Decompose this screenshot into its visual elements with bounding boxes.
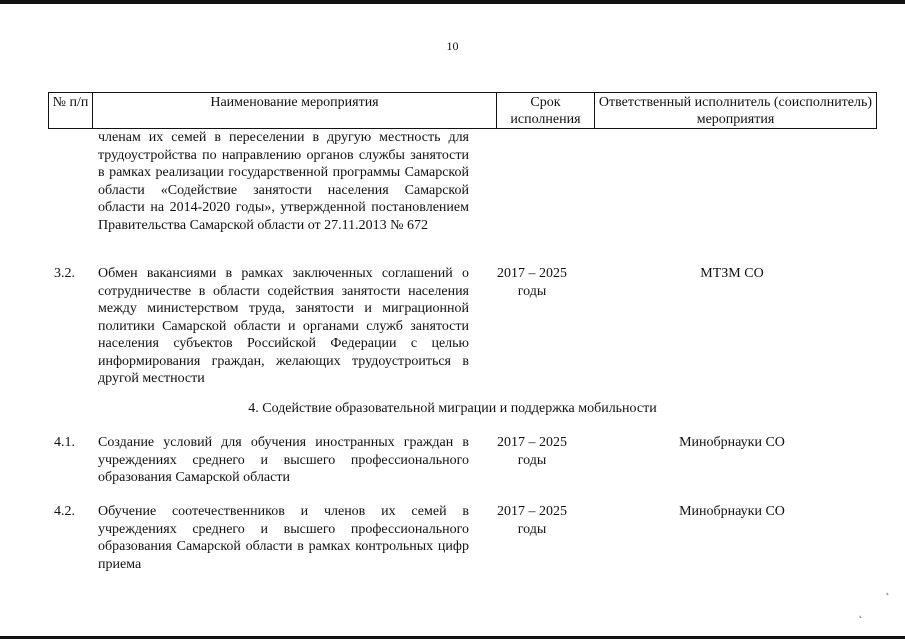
row-3-2-executor: МТЗМ СО bbox=[700, 266, 764, 281]
page-number: 10 bbox=[446, 39, 459, 53]
continuation-text: членам их семей в переселении в другую местность для трудоустройства по направлению органов службы занятости в рамках реализации государственной программы Самарской области «Содействие занятости населения Самарской области на 2014-2020 годы», утвержденной постановлением Правительства Самарской области от 27.11.2013 № 672 bbox=[98, 130, 469, 233]
row-4-2-term: 2017 – 2025 годы bbox=[497, 504, 567, 537]
scan-speck: ˛ bbox=[859, 608, 863, 619]
header-term: Срок исполнения bbox=[497, 93, 595, 129]
header-num: № п/п bbox=[49, 93, 93, 129]
bottom-scan-border bbox=[0, 636, 905, 639]
row-4-1-term: 2017 – 2025 годы bbox=[497, 435, 567, 468]
section-4-title: 4. Содействие образовательной миграции и поддержка мобильности bbox=[248, 401, 657, 416]
table-header bbox=[48, 92, 877, 129]
row-4-1-executor: Минобрнауки СО bbox=[679, 435, 785, 450]
row-4-1-num: 4.1. bbox=[54, 435, 75, 450]
scan-speck: ˛ bbox=[886, 585, 890, 596]
top-scan-border bbox=[0, 0, 905, 4]
header-name: Наименование мероприятия bbox=[93, 93, 497, 129]
row-4-2-executor: Минобрнауки СО bbox=[679, 504, 785, 519]
row-4-2-num: 4.2. bbox=[54, 504, 75, 519]
header-executor: Ответственный исполнитель (соисполнитель) мероприятия bbox=[595, 93, 877, 129]
row-3-2-name: Обмен вакансиями в рамках заключенных соглашений о сотрудничестве в области содействия занятости населения между министерством труда, занятости и миграционной политики Самарской области и органами служб занятости населения субъектов Российской Федерации с целью информирования граждан, желающих трудоустроиться в другой местности bbox=[98, 266, 469, 386]
row-3-2-num: 3.2. bbox=[54, 266, 75, 281]
row-3-2-term: 2017 – 2025 годы bbox=[497, 266, 567, 299]
row-4-1-name: Создание условий для обучения иностранных граждан в учреждениях среднего и высшего профессионального образования Самарской области bbox=[98, 435, 469, 485]
row-4-2-name: Обучение соотечественников и членов их семей в учреждениях среднего и высшего профессионального образования Самарской области в рамках контрольных цифр приема bbox=[98, 504, 469, 572]
